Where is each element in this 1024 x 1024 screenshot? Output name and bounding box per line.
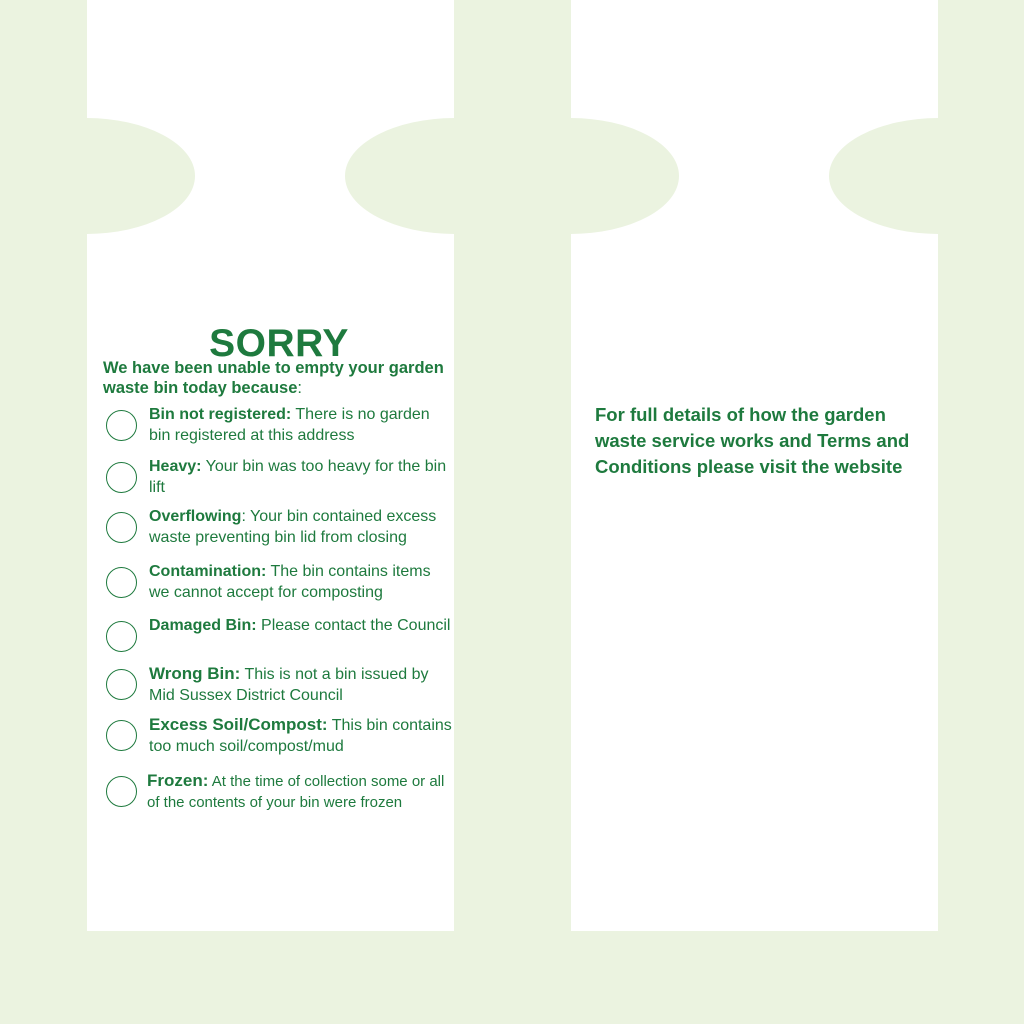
hanger-notch-left (87, 118, 195, 234)
sorry-title: SORRY (209, 322, 349, 365)
reason-description: Please contact the Council (256, 617, 451, 634)
reason-name: Wrong Bin: (149, 664, 241, 683)
reason-text (147, 770, 452, 813)
reason-item-contamination (87, 561, 454, 609)
reason-text (149, 404, 454, 446)
reason-name: Excess Soil/Compost: (149, 715, 328, 734)
website-info-text: For full details of how the garden waste service works and Terms and Conditions please visit the website (595, 404, 910, 477)
hanger-notch-right (829, 118, 938, 234)
reason-item-heavy (87, 456, 454, 504)
reason-text (149, 714, 454, 757)
reason-description: At the time of collection some or all of the contents of your bin were frozen (147, 773, 445, 811)
reason-description: The bin contains items we cannot accept for composting (149, 563, 431, 601)
reason-text (149, 615, 454, 636)
reason-description: : Your bin contained excess waste preventing bin lid from closing (149, 508, 437, 546)
hanger-notch-left (571, 118, 679, 234)
reason-checkbox[interactable] (106, 776, 137, 807)
intro-text (103, 358, 454, 398)
reason-item-excess-soil (87, 714, 454, 762)
reason-text (149, 506, 454, 548)
reason-name: Overflowing (149, 508, 242, 525)
reason-checkbox[interactable] (106, 720, 137, 751)
reason-name: Bin not registered: (149, 406, 292, 423)
hanger-front (87, 0, 454, 931)
reason-checkbox[interactable] (106, 410, 137, 441)
reason-item-damaged-bin (87, 615, 454, 663)
reason-item-frozen (87, 770, 454, 818)
reason-item-overflowing (87, 506, 454, 554)
reason-text (149, 561, 454, 603)
reason-checkbox[interactable] (106, 567, 137, 598)
reason-name: Contamination: (149, 563, 267, 580)
reason-name: Frozen: (147, 771, 209, 790)
reason-item-wrong-bin (87, 663, 454, 711)
reason-text (149, 456, 454, 498)
reason-description: This is not a bin issued by Mid Sussex District Council (149, 666, 429, 704)
reason-description: There is no garden bin registered at this address (149, 406, 430, 444)
reason-name: Damaged Bin: (149, 617, 257, 634)
hanger-notch-right (345, 118, 454, 234)
reason-checkbox[interactable] (106, 512, 137, 543)
reason-item-not-registered (87, 404, 454, 452)
reason-checkbox[interactable] (106, 621, 137, 652)
reason-checkbox[interactable] (106, 462, 137, 493)
intro-colon: : (297, 379, 302, 397)
reason-description: Your bin was too heavy for the bin lift (149, 458, 447, 496)
hanger-back (571, 0, 938, 931)
intro-bold: We have been unable to empty your garden waste bin today because (103, 359, 444, 397)
reason-name: Heavy: (149, 458, 202, 475)
reason-checkbox[interactable] (106, 669, 137, 700)
reason-description: This bin contains too much soil/compost/mud (149, 717, 452, 755)
reason-text (149, 663, 454, 706)
